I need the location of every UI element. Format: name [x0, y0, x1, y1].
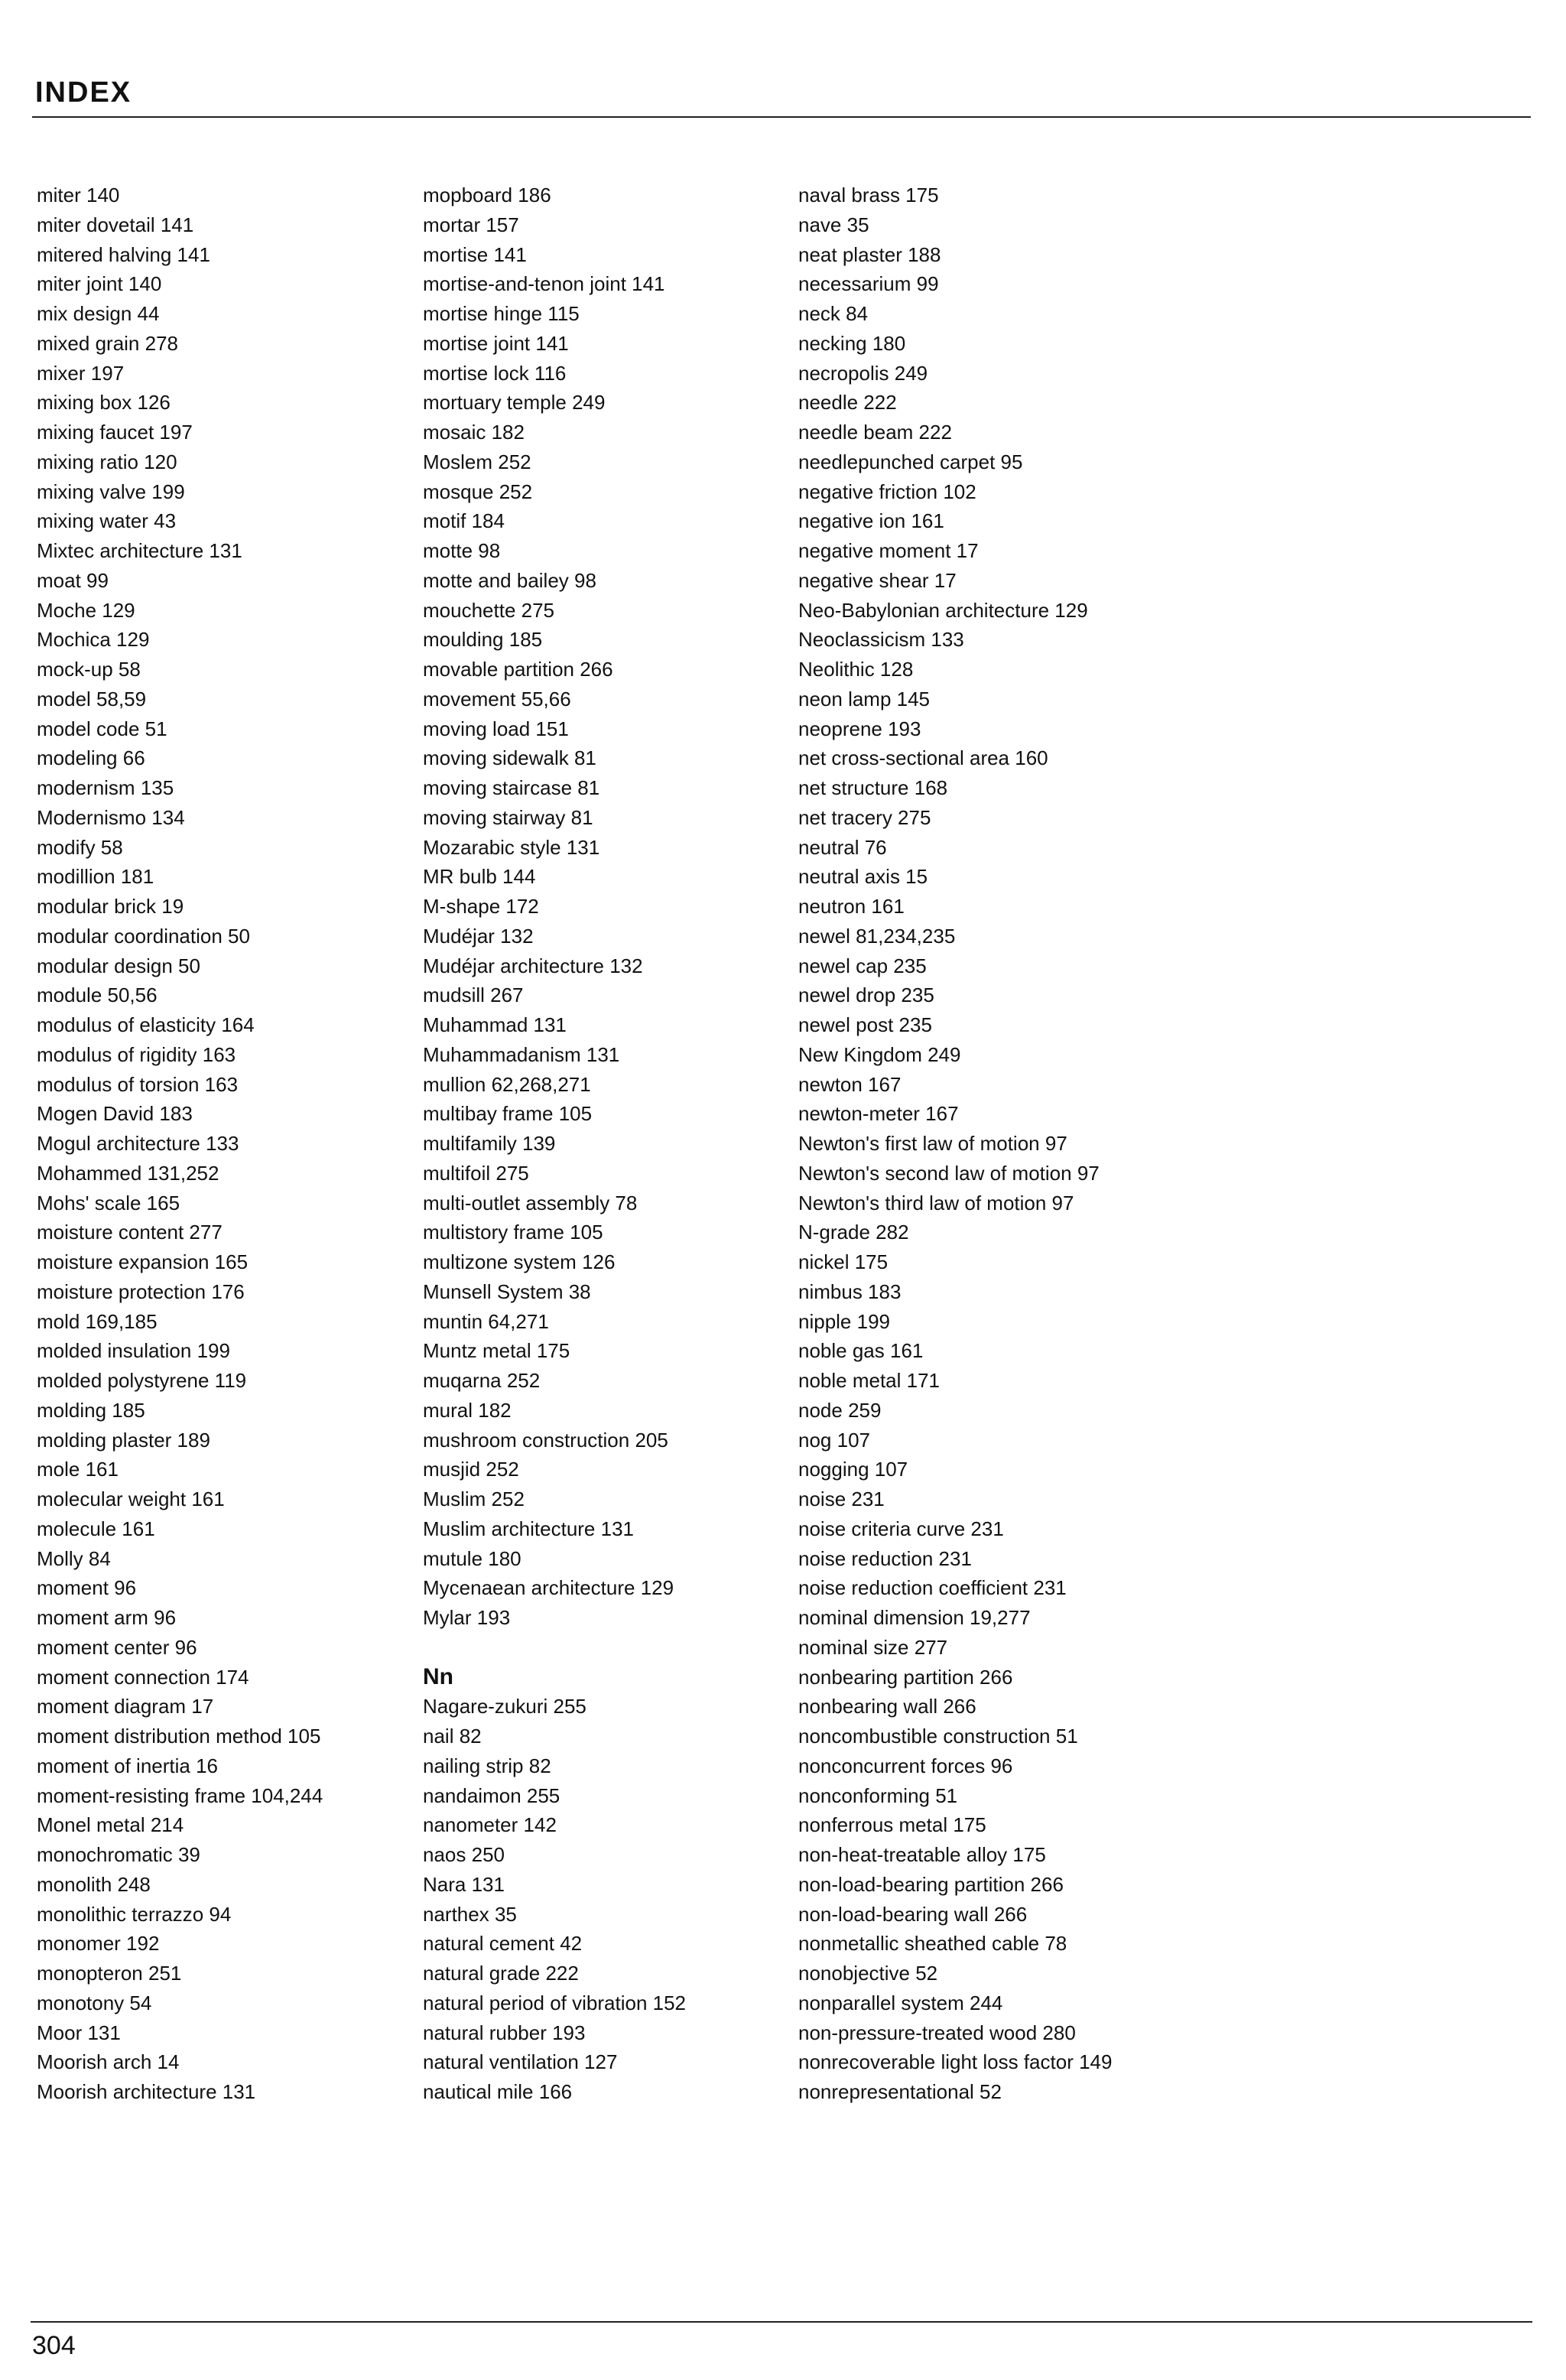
index-entry: Muslim architecture 131 — [423, 1517, 634, 1540]
index-entry: natural grade 222 — [423, 1962, 579, 1985]
index-entry: mixed grain 278 — [37, 331, 178, 355]
index-entry: modulus of torsion 163 — [37, 1072, 239, 1096]
index-entry: mixing ratio 120 — [37, 450, 177, 473]
page-title: INDEX — [35, 76, 132, 109]
index-entry: Mudéjar architecture 132 — [423, 954, 643, 977]
index-entry: nog 107 — [798, 1428, 870, 1452]
index-entry: natural cement 42 — [423, 1932, 583, 1956]
index-entry: mortar 157 — [423, 213, 519, 236]
index-entry: multibay frame 105 — [423, 1102, 593, 1126]
index-entry: multizone system 126 — [423, 1250, 616, 1273]
index-entry: newel cap 235 — [798, 954, 927, 977]
index-column-2 — [423, 180, 686, 2107]
index-entry: miter 140 — [37, 184, 120, 206]
index-entry: modulus of elasticity 164 — [37, 1013, 255, 1036]
index-entry: moisture content 277 — [37, 1221, 223, 1244]
index-entry: molding plaster 189 — [37, 1428, 210, 1452]
index-entry: nanometer 142 — [423, 1813, 557, 1837]
index-entry: Mudéjar 132 — [423, 924, 534, 948]
index-entry: natural period of vibration 152 — [423, 1991, 687, 2014]
index-entry: necropolis 249 — [798, 361, 928, 385]
index-entry: monomer 192 — [37, 1932, 160, 1956]
index-entry: Muhammadanism 131 — [423, 1042, 620, 1066]
index-entry: nipple 199 — [798, 1309, 890, 1333]
index-entry: Newton's third law of motion 97 — [798, 1191, 1074, 1214]
index-entry: neutral axis 15 — [798, 865, 928, 889]
index-entry: multi-outlet assembly 78 — [423, 1191, 638, 1214]
index-entry: noncombustible construction 51 — [798, 1725, 1078, 1748]
index-entry: Newton's second law of motion 97 — [798, 1161, 1100, 1185]
index-entry: nail 82 — [423, 1725, 482, 1748]
index-entry: net cross-sectional area 160 — [798, 746, 1048, 770]
index-entry: miter dovetail 141 — [37, 213, 194, 236]
index-entry: moment 96 — [37, 1576, 137, 1600]
index-entry: needle 222 — [798, 391, 897, 415]
index-entry: non-heat-treatable alloy 175 — [798, 1843, 1046, 1866]
index-entry: muntin 64,271 — [423, 1309, 549, 1333]
index-entry: noise 231 — [798, 1488, 885, 1510]
index-entry: Moche 129 — [37, 598, 135, 622]
index-entry: mortise hinge 115 — [423, 302, 580, 325]
index-entry: moving stairway 81 — [423, 805, 593, 829]
index-entry: Moslem 252 — [423, 450, 531, 473]
index-entry: Munsell System 38 — [423, 1279, 591, 1303]
index-entry: Muhammad 131 — [423, 1013, 567, 1036]
index-entry: newel drop 235 — [798, 984, 934, 1007]
section-heading-n: Nn — [423, 1663, 453, 1689]
index-entry: mold 169,185 — [37, 1309, 158, 1333]
index-entry: Mycenaean architecture 129 — [423, 1576, 674, 1600]
index-entry: modular design 50 — [37, 954, 200, 977]
index-entry: nimbus 183 — [798, 1279, 902, 1303]
index-entry: MR bulb 144 — [423, 865, 536, 889]
index-entry: net tracery 275 — [798, 805, 931, 829]
index-entry: naval brass 175 — [798, 184, 939, 206]
index-entry: modular brick 19 — [37, 895, 184, 918]
index-entry: moment diagram 17 — [37, 1695, 214, 1718]
index-entry: nautical mile 166 — [423, 2080, 573, 2103]
index-entry: mixer 197 — [37, 361, 125, 385]
index-entry: molding 185 — [37, 1398, 145, 1422]
index-entry: monolithic terrazzo 94 — [37, 1902, 232, 1926]
index-entry: natural rubber 193 — [423, 2021, 586, 2044]
index-entry: Molly 84 — [37, 1546, 111, 1570]
index-entry: moment arm 96 — [37, 1606, 177, 1629]
index-entry: natural ventilation 127 — [423, 2050, 618, 2074]
index-entry: M-shape 172 — [423, 895, 539, 918]
index-entry: negative moment 17 — [798, 539, 979, 562]
index-entry: monopteron 251 — [37, 1962, 182, 1985]
index-entry: mudsill 267 — [423, 984, 524, 1007]
index-entry: moment center 96 — [37, 1635, 197, 1659]
index-entry: Mogen David 183 — [37, 1102, 193, 1126]
index-entry: nandaimon 255 — [423, 1783, 560, 1807]
index-entry: mullion 62,268,271 — [423, 1072, 591, 1096]
index-entry: modeling 66 — [37, 746, 145, 770]
index-entry: monochromatic 39 — [37, 1843, 200, 1866]
index-entry: needlepunched carpet 95 — [798, 450, 1023, 473]
index-entry: moulding 185 — [423, 628, 543, 652]
index-entry: mortise 141 — [423, 242, 527, 266]
index-entry: negative friction 102 — [798, 480, 976, 503]
index-entry: non-load-bearing wall 266 — [798, 1902, 1028, 1926]
index-entry: nonobjective 52 — [798, 1962, 938, 1985]
index-entry: newel 81,234,235 — [798, 924, 956, 948]
index-entry: nave 35 — [798, 213, 869, 236]
index-entry: nailing strip 82 — [423, 1754, 551, 1777]
index-entry: monolith 248 — [37, 1872, 151, 1896]
index-entry: miter joint 140 — [37, 272, 162, 296]
index-entry: nominal dimension 19,277 — [798, 1606, 1031, 1629]
index-entry: negative shear 17 — [798, 568, 957, 592]
index-entry: mouchette 275 — [423, 598, 555, 622]
index-entry: nonbearing partition 266 — [798, 1665, 1013, 1689]
index-entry: mixing box 126 — [37, 391, 171, 415]
index-entry: nogging 107 — [798, 1458, 908, 1481]
index-column-3 — [798, 180, 1112, 2107]
index-entry: Mixtec architecture 131 — [37, 539, 242, 562]
header-rule — [32, 116, 1531, 118]
index-entry: mosque 252 — [423, 480, 533, 503]
index-entry: needle beam 222 — [798, 421, 952, 444]
page-number: 304 — [32, 2331, 76, 2360]
index-entry: neon lamp 145 — [798, 687, 931, 710]
index-entry: Neo-Babylonian architecture 129 — [798, 598, 1088, 622]
index-entry: model 58,59 — [37, 687, 147, 710]
index-entry: nickel 175 — [798, 1250, 889, 1273]
index-entry: molded insulation 199 — [37, 1339, 230, 1363]
index-entry: mural 182 — [423, 1398, 512, 1422]
index-entry: mixing water 43 — [37, 509, 177, 533]
index-entry: nonconcurrent forces 96 — [798, 1754, 1013, 1777]
index-entry: node 259 — [798, 1398, 882, 1422]
index-entry: Mogul architecture 133 — [37, 1132, 239, 1155]
index-entry: newel post 235 — [798, 1013, 932, 1036]
footer-rule — [31, 2321, 1532, 2323]
index-entry: modify 58 — [37, 835, 123, 859]
index-entry: multistory frame 105 — [423, 1221, 603, 1244]
index-entry: Moor 131 — [37, 2021, 121, 2044]
index-entry: monotony 54 — [37, 1991, 152, 2014]
index-entry: mopboard 186 — [423, 184, 551, 206]
index-entry: musjid 252 — [423, 1458, 519, 1481]
index-entry: neutron 161 — [798, 895, 905, 918]
index-entry: mosaic 182 — [423, 421, 525, 444]
index-entry: noble metal 171 — [798, 1369, 941, 1392]
index-entry: moat 99 — [37, 568, 109, 592]
index-entry: molecule 161 — [37, 1517, 155, 1540]
index-entry: Moorish architecture 131 — [37, 2080, 256, 2103]
index-entry: mole 161 — [37, 1458, 119, 1481]
index-entry: newton-meter 167 — [798, 1102, 959, 1126]
index-entry: moisture protection 176 — [37, 1279, 245, 1303]
index-entry: multifoil 275 — [423, 1161, 529, 1185]
index-entry: modernism 135 — [37, 776, 174, 799]
index-entry: nonconforming 51 — [798, 1783, 958, 1807]
index-entry: nominal size 277 — [798, 1635, 948, 1659]
index-entry: neat plaster 188 — [798, 242, 941, 266]
index-entry: Mozarabic style 131 — [423, 835, 600, 859]
index-entry: Monel metal 214 — [37, 1813, 184, 1837]
index-entry: mixing faucet 197 — [37, 421, 193, 444]
index-entry: Mylar 193 — [423, 1606, 511, 1629]
index-entry: narthex 35 — [423, 1902, 517, 1926]
index-entry: module 50,56 — [37, 984, 158, 1007]
index-entry: Newton's first law of motion 97 — [798, 1132, 1067, 1155]
index-entry: noise reduction coefficient 231 — [798, 1576, 1067, 1600]
index-entry: multifamily 139 — [423, 1132, 556, 1155]
index-entry: neck 84 — [798, 302, 869, 325]
index-entry: mushroom construction 205 — [423, 1428, 668, 1452]
index-entry: mitered halving 141 — [37, 242, 210, 266]
index-entry: modular coordination 50 — [37, 924, 250, 948]
index-entry: moment of inertia 16 — [37, 1754, 219, 1777]
index-entry: Mohs' scale 165 — [37, 1191, 180, 1214]
index-entry: net structure 168 — [798, 776, 948, 799]
index-entry: naos 250 — [423, 1843, 505, 1866]
index-entry: Muslim 252 — [423, 1488, 525, 1510]
index-entry: motte 98 — [423, 539, 501, 562]
index-entry: molecular weight 161 — [37, 1488, 225, 1510]
index-entry: nonbearing wall 266 — [798, 1695, 976, 1718]
index-entry: Muntz metal 175 — [423, 1339, 570, 1363]
index-entry: moment distribution method 105 — [37, 1725, 321, 1748]
index-entry: noise reduction 231 — [798, 1546, 972, 1570]
index-entry: Neoclassicism 133 — [798, 628, 964, 652]
index-entry: N-grade 282 — [798, 1221, 909, 1244]
index-entry: mortise lock 116 — [423, 361, 567, 385]
index-entry: mix design 44 — [37, 302, 160, 325]
index-entry: non-pressure-treated wood 280 — [798, 2021, 1076, 2044]
index-entry: movement 55,66 — [423, 687, 571, 710]
index-entry: noise criteria curve 231 — [798, 1517, 1004, 1540]
index-entry: movable partition 266 — [423, 658, 613, 681]
index-entry: Mochica 129 — [37, 628, 150, 652]
index-entry: nonrecoverable light loss factor 149 — [798, 2050, 1113, 2074]
index-entry: noble gas 161 — [798, 1339, 924, 1363]
index-entry: moment-resisting frame 104,244 — [37, 1783, 323, 1807]
index-entry: moving sidewalk 81 — [423, 746, 596, 770]
index-entry: non-load-bearing partition 266 — [798, 1872, 1064, 1896]
index-entry: neoprene 193 — [798, 717, 921, 740]
index-entry: moving staircase 81 — [423, 776, 600, 799]
index-entry: Modernismo 134 — [37, 805, 185, 829]
index-entry: modulus of rigidity 163 — [37, 1042, 236, 1066]
index-entry: Moorish arch 14 — [37, 2050, 180, 2074]
index-entry: New Kingdom 249 — [798, 1042, 961, 1066]
index-entry: neutral 76 — [798, 835, 887, 859]
index-entry: model code 51 — [37, 717, 167, 740]
index-entry: molded polystyrene 119 — [37, 1369, 247, 1392]
index-entry: nonparallel system 244 — [798, 1991, 1003, 2014]
index-entry: mixing valve 199 — [37, 480, 185, 503]
index-entry: necessarium 99 — [798, 272, 939, 296]
index-entry: mortuary temple 249 — [423, 391, 606, 415]
index-entry: moisture expansion 165 — [37, 1250, 249, 1273]
index-entry: negative ion 161 — [798, 509, 944, 533]
index-entry: Nara 131 — [423, 1872, 505, 1896]
index-entry: mutule 180 — [423, 1546, 521, 1570]
index-entry: mortise joint 141 — [423, 331, 569, 355]
index-entry: moving load 151 — [423, 717, 569, 740]
index-entry: nonferrous metal 175 — [798, 1813, 986, 1837]
index-entry: Neolithic 128 — [798, 658, 914, 681]
index-entry: mortise-and-tenon joint 141 — [423, 272, 665, 296]
index-entry: mock-up 58 — [37, 658, 141, 681]
index-entry: nonmetallic sheathed cable 78 — [798, 1932, 1067, 1956]
index-entry: nonrepresentational 52 — [798, 2080, 1002, 2103]
index-entry: motte and bailey 98 — [423, 568, 596, 592]
index-entry: moment connection 174 — [37, 1665, 249, 1689]
index-entry: newton 167 — [798, 1072, 902, 1096]
index-entry: muqarna 252 — [423, 1369, 541, 1392]
index-entry: necking 180 — [798, 331, 906, 355]
index-entry: motif 184 — [423, 509, 505, 533]
index-column-1 — [37, 180, 323, 2107]
index-entry: modillion 181 — [37, 865, 154, 889]
index-entry: Nagare-zukuri 255 — [423, 1695, 586, 1718]
index-entry: Mohammed 131,252 — [37, 1161, 219, 1185]
